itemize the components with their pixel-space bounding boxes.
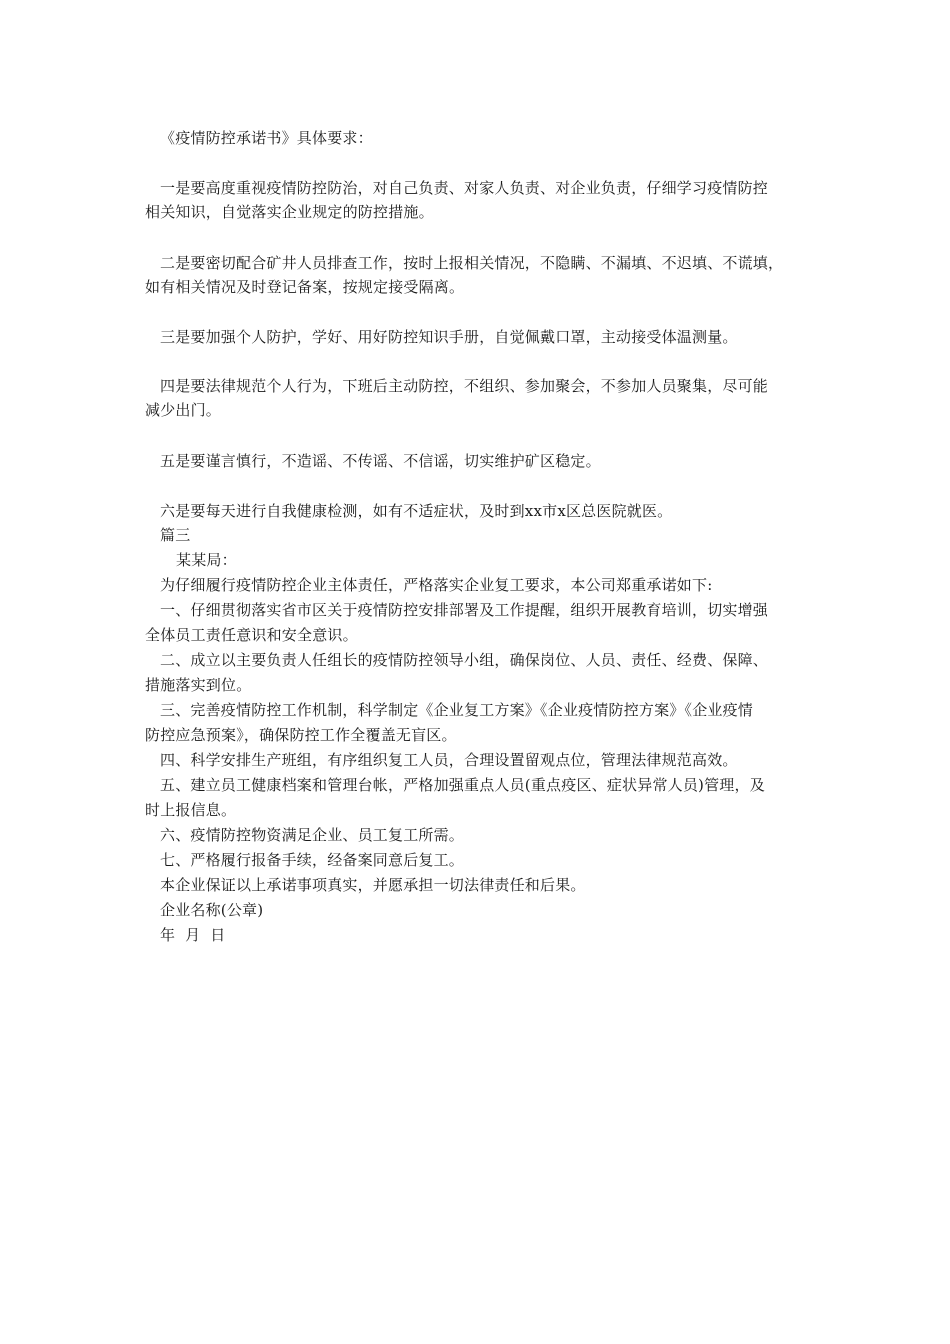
requirement-5-line1: 五是要谨言慎行，不造谣、不传谣、不信谣，切实维护矿区稳定。 xyxy=(160,452,601,470)
commitment-3-line1: 三、完善疫情防控工作机制，科学制定《企业复工方案》《企业疫情防控方案》《企业疫情 xyxy=(160,701,754,719)
requirement-4-line1: 四是要法律规范个人行为，下班后主动防控，不组织、参加聚会，不参加人员聚集，尽可能 xyxy=(160,377,769,395)
commitment-intro: 为仔细履行疫情防控企业主体责任，严格落实企业复工要求，本公司郑重承诺如下: xyxy=(160,576,713,594)
guarantee-statement: 本企业保证以上承诺事项真实，并愿承担一切法律责任和后果。 xyxy=(160,876,586,894)
commitment-2-line1: 二、成立以主要负责人任组长的疫情防控领导小组，确保岗位、人员、责任、经费、保障、 xyxy=(160,651,769,669)
company-seal-label: 企业名称(公章) xyxy=(160,901,264,919)
requirement-3-line1: 三是要加强个人防护，学好、用好防控知识手册，自觉佩戴口罩，主动接受体温测量。 xyxy=(160,328,738,346)
requirement-1-line1: 一是要高度重视疫情防控防治，对自己负责、对家人负责、对企业负责，仔细学习疫情防控 xyxy=(160,179,769,197)
date-line: 年 月 日 xyxy=(160,926,226,944)
addressee: 某某局： xyxy=(176,551,237,569)
commitment-1-line2: 全体员工责任意识和安全意识。 xyxy=(145,626,358,644)
section1-heading: 《疫情防控承诺书》具体要求： xyxy=(160,129,373,147)
commitment-6-line1: 六、疫情防控物资满足企业、员工复工所需。 xyxy=(160,826,465,844)
requirement-2-line1: 二是要密切配合矿井人员排查工作，按时上报相关情况，不隐瞒、不漏填、不迟填、不谎填， xyxy=(160,254,784,272)
commitment-1-line1: 一、仔细贯彻落实省市区关于疫情防控安排部署及工作提醒，组织开展教育培训，切实增强 xyxy=(160,601,769,619)
requirement-6-line1: 六是要每天进行自我健康检测，如有不适症状，及时到xx市x区总医院就医。 xyxy=(160,502,673,520)
commitment-5-line1: 五、建立员工健康档案和管理台帐，严格加强重点人员(重点疫区、症状异常人员)管理，及 xyxy=(160,776,765,794)
commitment-3-line2: 防控应急预案》，确保防控工作全覆盖无盲区。 xyxy=(145,726,457,744)
commitment-2-line2: 措施落实到位。 xyxy=(145,676,252,694)
requirement-1-line2: 相关知识，自觉落实企业规定的防控措施。 xyxy=(145,203,434,221)
commitment-5-line2: 时上报信息。 xyxy=(145,801,237,819)
requirement-4-line2: 减少出门。 xyxy=(145,401,222,419)
requirement-2-line2: 如有相关情况及时登记备案，按规定接受隔离。 xyxy=(145,278,465,296)
commitment-7-line1: 七、严格履行报备手续，经备案同意后复工。 xyxy=(160,851,465,869)
section2-title: 篇三 xyxy=(160,526,191,544)
commitment-4-line1: 四、科学安排生产班组，有序组织复工人员，合理设置留观点位，管理法律规范高效。 xyxy=(160,751,738,769)
